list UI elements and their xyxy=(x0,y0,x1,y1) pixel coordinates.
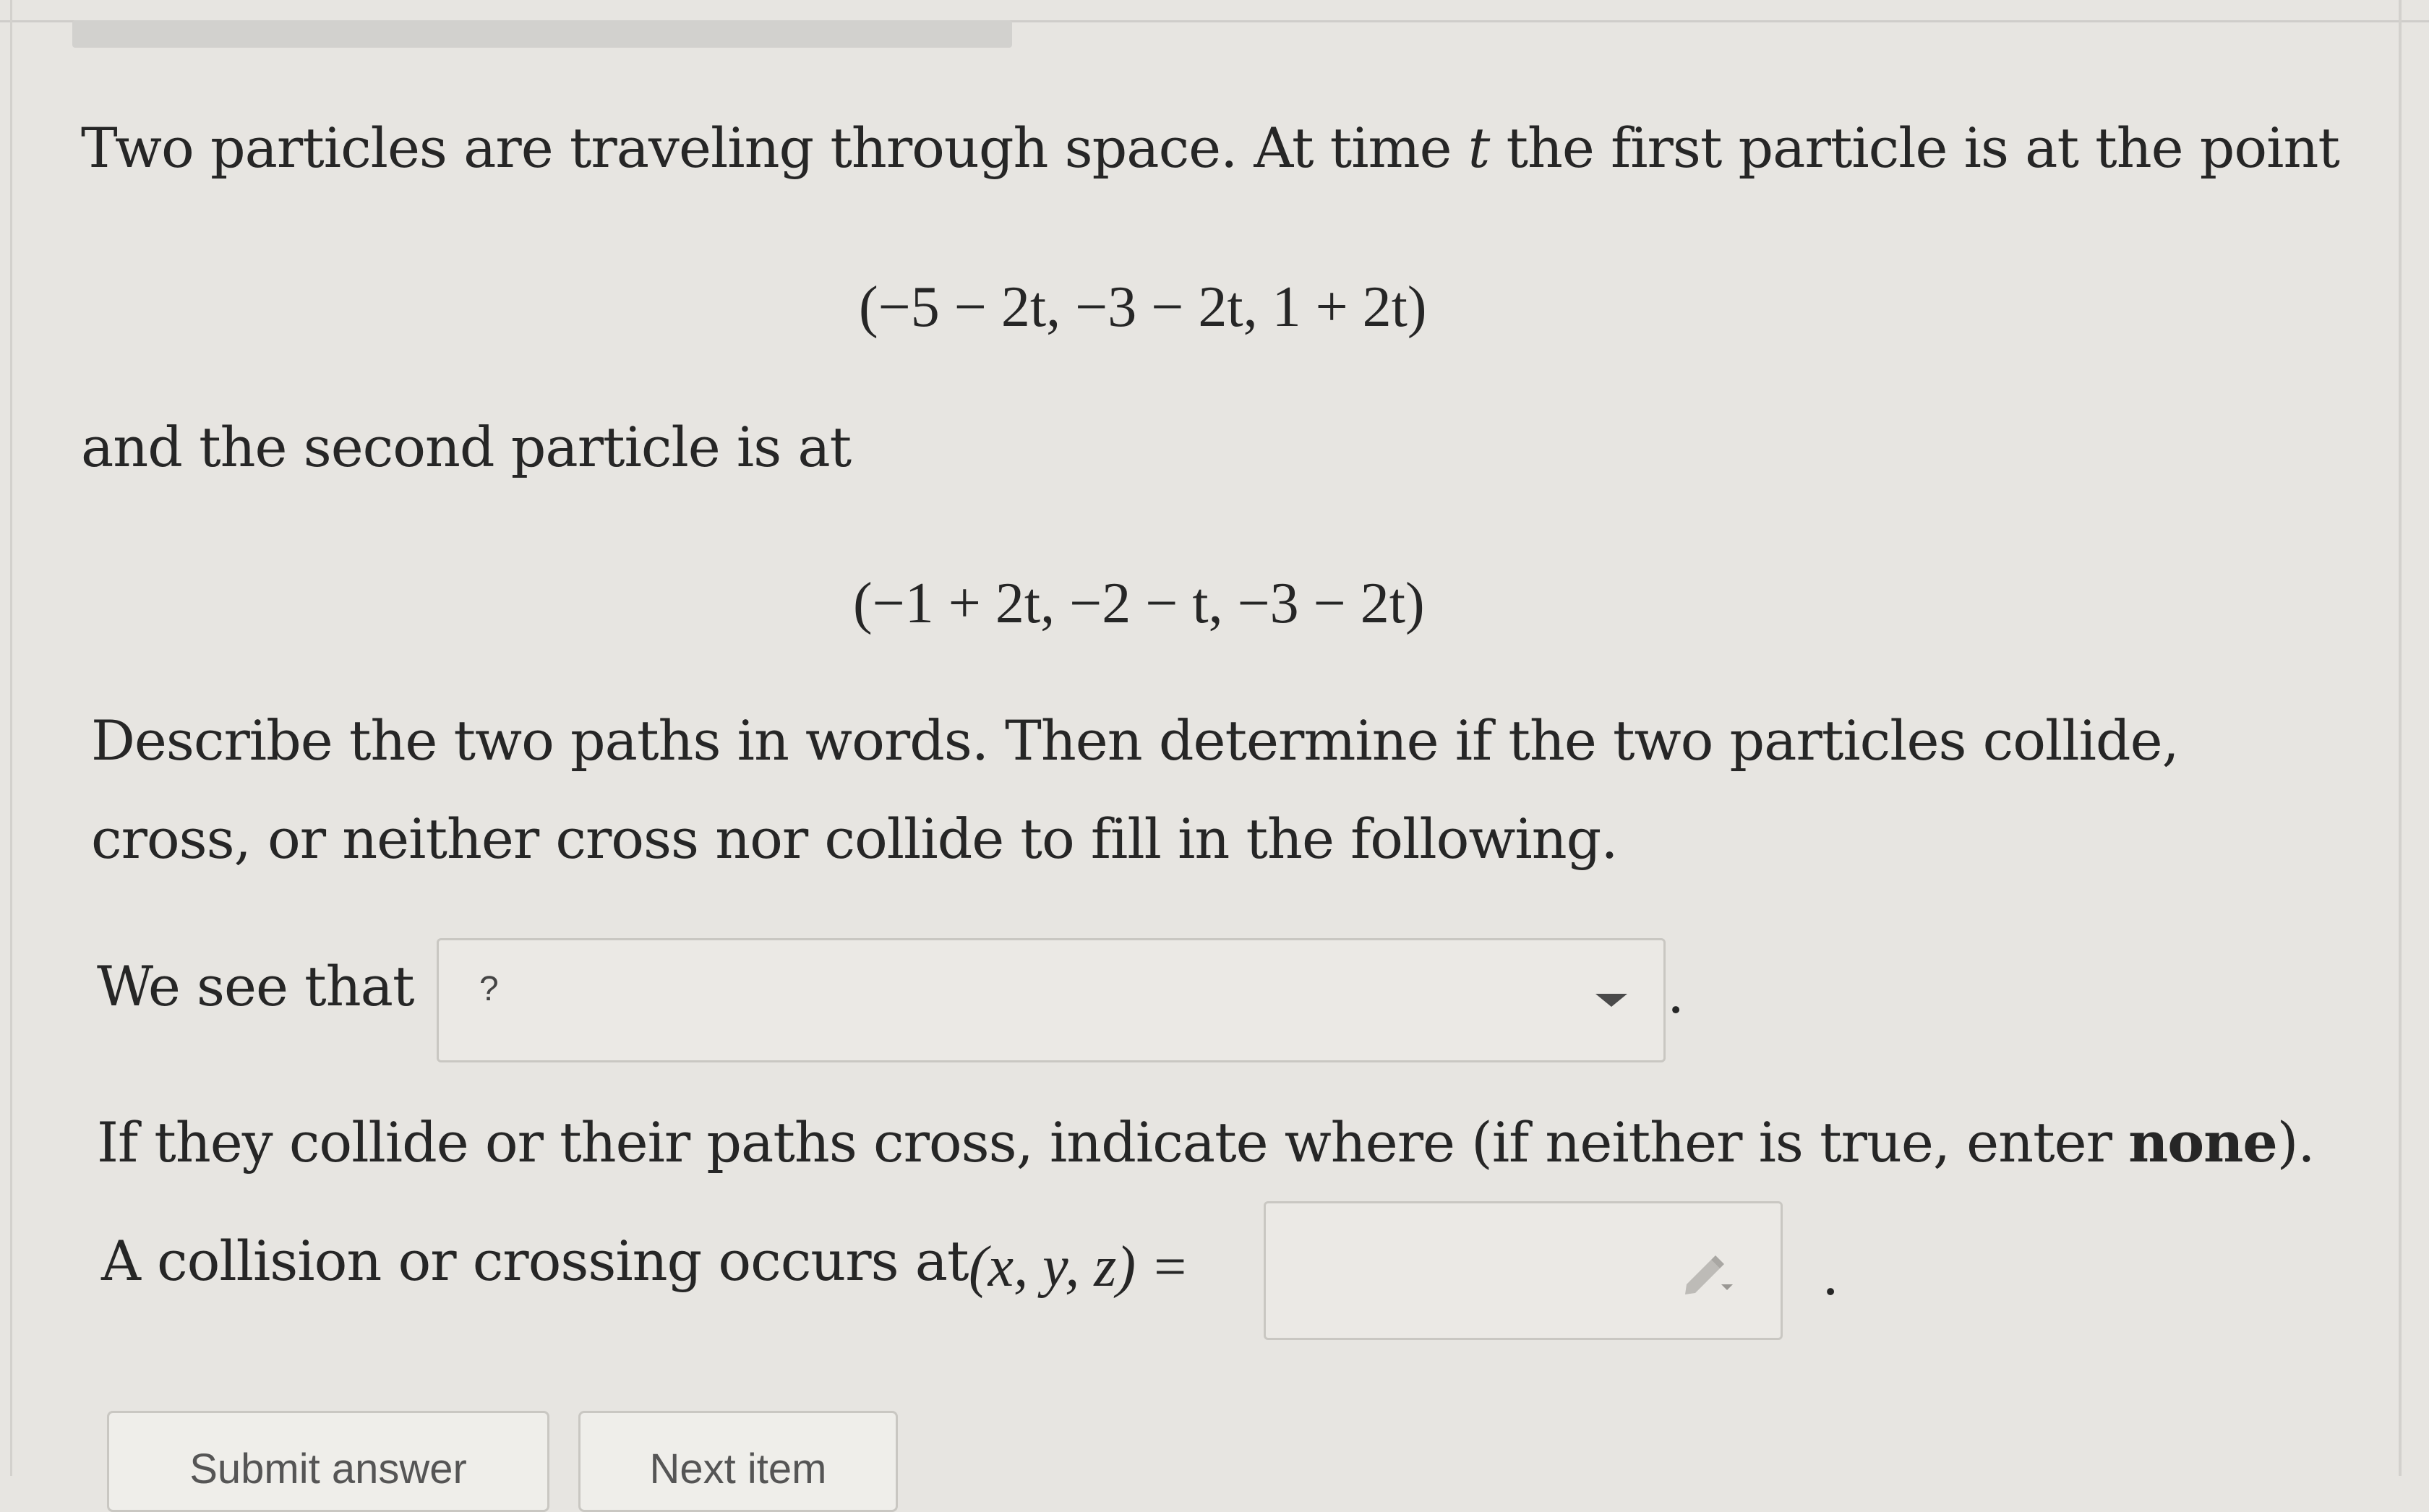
second-intro-text: and the second particle is at xyxy=(81,415,852,479)
intro-text xyxy=(81,116,2339,180)
where-prompt-part2: ). xyxy=(2276,1110,2315,1174)
where-prompt-none-word: none xyxy=(2128,1110,2277,1174)
right-border xyxy=(2399,0,2402,1476)
where-prompt-text xyxy=(97,1110,2315,1174)
collision-prefix-text: A collision or crossing occurs at xyxy=(101,1229,969,1293)
point2-expression: (−1 + 2t, −2 − t, −3 − 2t) xyxy=(853,572,1425,635)
collision-suffix-period: . xyxy=(1822,1243,1840,1307)
where-prompt-part1: If they collide or their paths cross, indicate where (if neither is true, enter xyxy=(97,1110,2129,1174)
top-toolbar xyxy=(72,20,1012,48)
chevron-down-icon xyxy=(1595,994,1627,1007)
collision-answer-field[interactable] xyxy=(1264,1201,1783,1340)
pencil-icon[interactable] xyxy=(1679,1247,1737,1297)
left-border xyxy=(10,0,12,1476)
submit-answer-button[interactable]: Submit answer xyxy=(107,1411,549,1512)
select-current-value: ? xyxy=(479,970,499,1008)
point1-expression: (−5 − 2t, −3 − 2t, 1 + 2t) xyxy=(859,275,1427,339)
describe-text-line2: cross, or neither cross nor collide to fill in the following. xyxy=(91,807,1618,871)
relationship-select[interactable] xyxy=(437,938,1666,1062)
intro-text-part2: the first particle is at the point xyxy=(1489,116,2339,180)
intro-var-t: t xyxy=(1468,116,1490,180)
collision-vars: (x, y, z) = xyxy=(969,1235,1189,1299)
intro-text-part1: Two particles are traveling through space. At time xyxy=(81,116,1468,180)
select-suffix-period: . xyxy=(1667,961,1685,1026)
select-prefix-text: We see that xyxy=(97,954,414,1018)
describe-text-line1: Describe the two paths in words. Then determine if the two particles collide, xyxy=(91,708,2179,773)
next-item-button[interactable]: Next item xyxy=(578,1411,898,1512)
